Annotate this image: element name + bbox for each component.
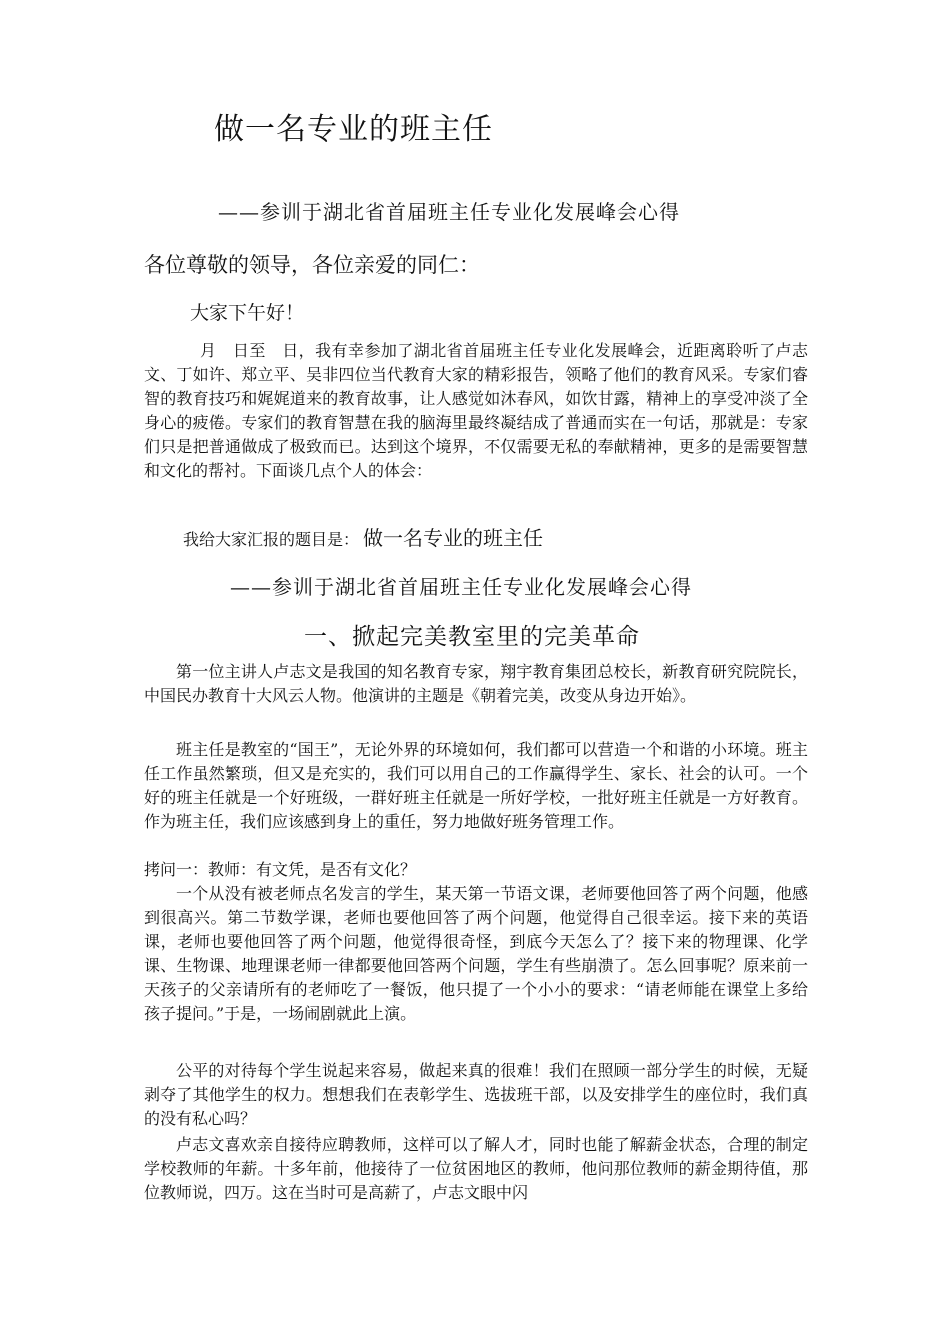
paragraph-5: 卢志文喜欢亲自接待应聘教师，这样可以了解人才，同时也能了解薪金状态，合理的制定学校教师的年薪。十多年前，他接待了一位贫困地区的教师，他问那位教师的薪金期待值，那位教师说，四万。这在当时可是高薪了，卢志文眼中闪 [144,1135,808,1202]
document-subtitle: ——参训于湖北省首届班主任专业化发展峰会心得 [218,200,680,224]
hello-line: 大家下午好！ [190,302,305,324]
document-title: 做一名专业的班主任 [214,112,493,147]
intro-paragraph: 月 日至 日，我有幸参加了湖北省首届班主任专业化发展峰会，近距离聆听了卢志文、丁如许、郑立平、吴非四位当代教育大家的精彩报告，领略了他们的教育风采。专家们睿智的教育技巧和娓娓道来的教育故事，让人感觉如沐春风，如饮甘露，精神上的享受冲淡了全身心的疲倦。专家们的教育智慧在我的脑海里最终凝结成了普通而实在一句话，那就是：专家们只是把普通做成了极致而已。达到这个境界，不仅需要无私的奉献精神，更多的是需要智慧和文化的帮衬。下面谈几点个人的体会： [144,341,808,480]
report-subtitle: ——参训于湖北省首届班主任专业化发展峰会心得 [230,575,692,599]
paragraph-3: 一个从没有被老师点名发言的学生，某天第一节语文课，老师要他回答了两个问题，他感到很高兴。第二节数学课，老师也要他回答了两个问题，他觉得自己很幸运。接下来的英语课，老师也要他回答了两个问题，他觉得很奇怪，到底今天怎么了？接下来的物理课、化学课、生物课、地理课老师一律都要他回答两个问题，学生有些崩溃了。怎么回事呢？原来前一天孩子的父亲请所有的老师吃了一餐饭，他只提了一个小小的要求：“请老师能在课堂上多给孩子提问。”于是，一场闹剧就此上演。 [144,884,808,1023]
greeting: 各位尊敬的领导，各位亲爱的同仁： [144,253,480,277]
paragraph-2: 班主任是教室的“国王”，无论外界的环境如何，我们都可以营造一个和谐的小环境。班主任工作虽然繁琐，但又是充实的，我们可以用自己的工作赢得学生、家长、社会的认可。一个好的班主任就是一个好班级，一群好班主任就是一所好学校，一批好班主任就是一方好教育。作为班主任，我们应该感到身上的重任，努力地做好班务管理工作。 [144,740,808,831]
report-title-line [183,522,543,551]
report-prefix: 我给大家汇报的题目是： [183,530,360,549]
report-title: 做一名专业的班主任 [363,526,544,550]
question-1: 拷问一：教师：有文凭，是否有文化？ [144,860,417,879]
section-heading-1: 一、掀起完美教室里的完美革命 [304,624,640,650]
paragraph-4: 公平的对待每个学生说起来容易，做起来真的很难！我们在照顾一部分学生的时候，无疑剥夺了其他学生的权力。想想我们在表彰学生、选拔班干部，以及安排学生的座位时，我们真的没有私心吗？ [144,1061,808,1128]
paragraph-1: 第一位主讲人卢志文是我国的知名教育专家，翔宇教育集团总校长，新教育研究院院长，中国民办教育十大风云人物。他演讲的主题是《朝着完美，改变从身边开始》。 [144,662,808,705]
